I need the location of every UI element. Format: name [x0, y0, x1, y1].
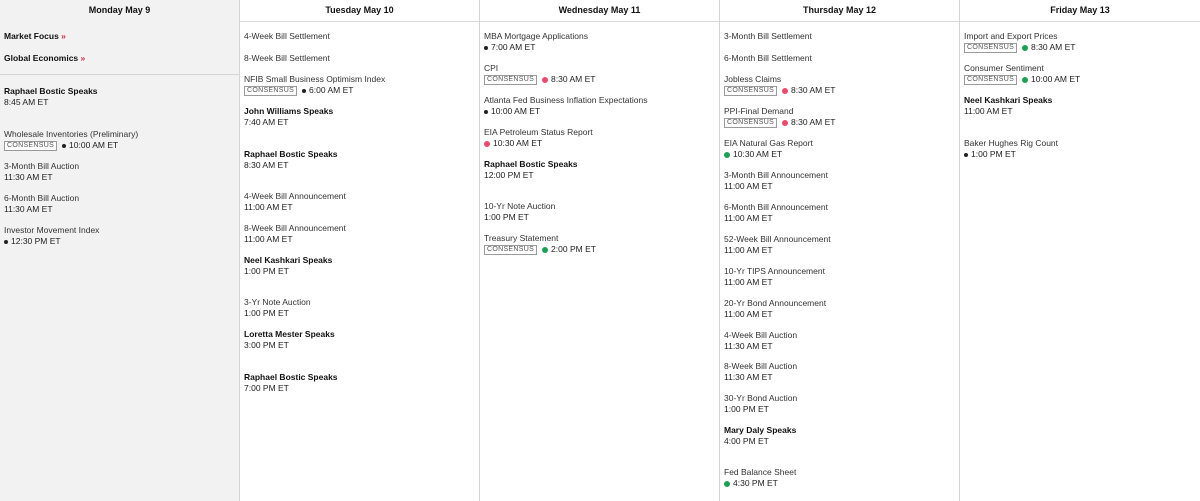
- calendar-event[interactable]: [724, 234, 955, 256]
- event-title[interactable]: 4-Week Bill Auction: [724, 330, 798, 340]
- consensus-badge[interactable]: CONSENSUS: [244, 86, 297, 96]
- event-time-row: [4, 236, 235, 247]
- event-time: 11:00 AM ET: [724, 213, 773, 223]
- event-time: 8:30 AM ET: [791, 117, 836, 127]
- event-title[interactable]: Raphael Bostic Speaks: [484, 159, 578, 169]
- event-title[interactable]: 10-Yr TIPS Announcement: [724, 266, 825, 276]
- calendar-event[interactable]: [484, 31, 715, 53]
- event-time-row: [244, 340, 475, 351]
- event-time: 1:00 PM ET: [244, 308, 289, 318]
- consensus-badge[interactable]: CONSENSUS: [964, 75, 1017, 85]
- chevron-right-icon: »: [80, 53, 86, 63]
- event-time-row: [244, 383, 475, 394]
- calendar-event[interactable]: [4, 129, 235, 151]
- event-title[interactable]: Jobless Claims: [724, 74, 782, 84]
- event-title[interactable]: 52-Week Bill Announcement: [724, 234, 831, 244]
- event-title[interactable]: Raphael Bostic Speaks: [244, 372, 338, 382]
- calendar-event[interactable]: [724, 202, 955, 224]
- calendar-event[interactable]: [244, 74, 475, 96]
- consensus-badge[interactable]: CONSENSUS: [724, 118, 777, 128]
- event-title[interactable]: Baker Hughes Rig Count: [964, 138, 1059, 148]
- event-title[interactable]: Import and Export Prices: [964, 31, 1058, 41]
- event-time: 11:00 AM ET: [244, 202, 293, 212]
- black-dot-icon: [302, 89, 306, 93]
- event-time-row: [724, 436, 955, 447]
- event-title[interactable]: Mary Daly Speaks: [724, 425, 797, 435]
- event-time-row: [4, 140, 235, 151]
- event-time: 3:00 PM ET: [244, 340, 289, 350]
- consensus-badge[interactable]: CONSENSUS: [484, 75, 537, 85]
- event-time: 11:00 AM ET: [724, 245, 773, 255]
- event-time-row: [484, 138, 715, 149]
- event-time: 12:00 PM ET: [484, 170, 534, 180]
- event-title[interactable]: 3-Yr Note Auction: [244, 297, 311, 307]
- calendar-event[interactable]: [244, 297, 475, 319]
- event-time: 11:30 AM ET: [724, 372, 773, 382]
- day-column-tuesday: [240, 0, 480, 501]
- event-time: 11:00 AM ET: [724, 277, 773, 287]
- calendar-event[interactable]: [964, 138, 1196, 160]
- event-time: 8:30 AM ET: [244, 160, 289, 170]
- event-time: 8:30 AM ET: [791, 85, 836, 95]
- calendar-event[interactable]: [244, 191, 475, 213]
- calendar-event[interactable]: [724, 266, 955, 288]
- calendar-event[interactable]: [244, 31, 475, 42]
- red-dot-icon: [484, 141, 490, 147]
- event-time: 6:00 AM ET: [309, 85, 354, 95]
- event-time: 4:30 PM ET: [733, 478, 778, 488]
- calendar-event[interactable]: [484, 233, 715, 255]
- event-title[interactable]: 3-Month Bill Auction: [4, 161, 80, 171]
- event-time-row: [724, 181, 955, 192]
- event-time: 10:30 AM ET: [493, 138, 543, 148]
- event-time: 11:00 AM ET: [724, 181, 773, 191]
- event-title[interactable]: Neel Kashkari Speaks: [964, 95, 1053, 105]
- event-time-row: [724, 213, 955, 224]
- event-time: 7:00 AM ET: [491, 42, 536, 52]
- calendar-event[interactable]: [724, 31, 955, 42]
- event-time: 1:00 PM ET: [244, 266, 289, 276]
- event-title[interactable]: 6-Month Bill Settlement: [724, 53, 812, 63]
- calendar-event[interactable]: [964, 95, 1196, 117]
- event-title[interactable]: John Williams Speaks: [244, 106, 334, 116]
- event-time: 10:00 AM ET: [69, 140, 119, 150]
- market-focus-link[interactable]: Market Focus »: [4, 31, 66, 41]
- event-title[interactable]: MBA Mortgage Applications: [484, 31, 588, 41]
- consensus-badge[interactable]: CONSENSUS: [4, 141, 57, 151]
- day-header: Wednesday May 11: [480, 0, 719, 22]
- event-time: 11:00 AM ET: [724, 309, 773, 319]
- event-time: 11:30 AM ET: [4, 172, 53, 182]
- event-time-row: [484, 74, 715, 85]
- event-time-row: [484, 212, 715, 223]
- event-title[interactable]: 3-Month Bill Announcement: [724, 170, 828, 180]
- event-title[interactable]: Raphael Bostic Speaks: [4, 86, 98, 96]
- event-time-row: [724, 478, 955, 489]
- event-time: 1:00 PM ET: [484, 212, 529, 222]
- event-time-row: [4, 204, 235, 215]
- consensus-badge[interactable]: CONSENSUS: [484, 245, 537, 255]
- calendar-event[interactable]: [4, 225, 235, 247]
- event-time-row: [244, 266, 475, 277]
- event-time: 2:00 PM ET: [551, 244, 596, 254]
- event-title[interactable]: 3-Month Bill Settlement: [724, 31, 812, 41]
- event-title[interactable]: 8-Week Bill Auction: [724, 361, 798, 371]
- calendar-event[interactable]: [244, 53, 475, 64]
- event-title[interactable]: 4-Week Bill Announcement: [244, 191, 346, 201]
- calendar-event[interactable]: [724, 138, 955, 160]
- event-title[interactable]: Fed Balance Sheet: [724, 467, 797, 477]
- calendar-event[interactable]: [244, 372, 475, 394]
- calendar-event[interactable]: [244, 223, 475, 245]
- event-time: 11:00 AM ET: [964, 106, 1013, 116]
- event-time: 7:00 PM ET: [244, 383, 289, 393]
- calendar-event[interactable]: [724, 53, 955, 64]
- black-dot-icon: [964, 153, 968, 157]
- event-time-row: [724, 117, 955, 128]
- green-dot-icon: [724, 152, 730, 158]
- event-time: 11:00 AM ET: [244, 234, 293, 244]
- event-time: 8:45 AM ET: [4, 97, 49, 107]
- chevron-right-icon: »: [61, 31, 66, 41]
- day-header: Friday May 13: [960, 0, 1200, 22]
- event-time-row: [484, 42, 715, 53]
- event-time-row: [484, 170, 715, 181]
- event-title[interactable]: Neel Kashkari Speaks: [244, 255, 333, 265]
- day-column-thursday: [720, 0, 960, 501]
- event-time-row: [244, 234, 475, 245]
- event-time-row: [244, 160, 475, 171]
- event-time: 12:30 PM ET: [11, 236, 61, 246]
- green-dot-icon: [1022, 77, 1028, 83]
- event-title[interactable]: 30-Yr Bond Auction: [724, 393, 798, 403]
- event-time: 10:00 AM ET: [1031, 74, 1081, 84]
- event-time-row: [964, 74, 1196, 85]
- calendar-event[interactable]: [244, 149, 475, 171]
- calendar-event[interactable]: [724, 425, 955, 447]
- event-time-row: [4, 97, 235, 108]
- event-time: 1:00 PM ET: [724, 404, 769, 414]
- event-time: 11:30 AM ET: [724, 341, 773, 351]
- event-time-row: [964, 106, 1196, 117]
- event-title[interactable]: 10-Yr Note Auction: [484, 201, 556, 211]
- event-title[interactable]: EIA Natural Gas Report: [724, 138, 813, 148]
- event-time-row: [484, 244, 715, 255]
- calendar-event[interactable]: [4, 193, 235, 215]
- event-time-row: [244, 202, 475, 213]
- calendar-event[interactable]: [244, 329, 475, 351]
- event-time-row: [244, 117, 475, 128]
- event-title[interactable]: Consumer Sentiment: [964, 63, 1044, 73]
- calendar-event[interactable]: [484, 201, 715, 223]
- calendar-event[interactable]: [724, 74, 955, 96]
- calendar-event[interactable]: [724, 467, 955, 489]
- event-time-row: [244, 85, 475, 96]
- calendar-event[interactable]: [724, 106, 955, 128]
- black-dot-icon: [484, 110, 488, 114]
- event-time-row: [724, 404, 955, 415]
- day-column-friday: [960, 0, 1200, 501]
- event-title[interactable]: 4-Week Bill Settlement: [244, 31, 330, 41]
- event-title[interactable]: PPI-Final Demand: [724, 106, 794, 116]
- event-time-row: [724, 149, 955, 160]
- calendar-event[interactable]: [484, 63, 715, 85]
- day-column-wednesday: [480, 0, 720, 501]
- event-time-row: [724, 309, 955, 320]
- event-title[interactable]: 6-Month Bill Auction: [4, 193, 80, 203]
- event-title[interactable]: 8-Week Bill Announcement: [244, 223, 346, 233]
- event-time: 8:30 AM ET: [1031, 42, 1076, 52]
- event-title[interactable]: 6-Month Bill Announcement: [724, 202, 828, 212]
- consensus-badge[interactable]: CONSENSUS: [964, 43, 1017, 53]
- calendar-event[interactable]: [724, 393, 955, 415]
- calendar-event[interactable]: [724, 298, 955, 320]
- event-time: 11:30 AM ET: [4, 204, 53, 214]
- event-time-row: [4, 172, 235, 183]
- divider: [0, 74, 239, 75]
- event-time: 10:00 AM ET: [491, 106, 541, 116]
- event-title[interactable]: 8-Week Bill Settlement: [244, 53, 330, 63]
- calendar-event[interactable]: [4, 86, 235, 108]
- calendar-event[interactable]: [244, 106, 475, 128]
- calendar-event[interactable]: [964, 31, 1196, 53]
- event-time: 8:30 AM ET: [551, 74, 596, 84]
- day-header: Tuesday May 10: [240, 0, 479, 22]
- red-dot-icon: [542, 77, 548, 83]
- green-dot-icon: [542, 247, 548, 253]
- event-time-row: [484, 106, 715, 117]
- day-column-monday: [0, 0, 240, 501]
- event-time-row: [724, 341, 955, 352]
- red-dot-icon: [782, 120, 788, 126]
- event-time: 4:00 PM ET: [724, 436, 769, 446]
- event-time: 10:30 AM ET: [733, 149, 783, 159]
- calendar-event[interactable]: [484, 95, 715, 117]
- calendar-event[interactable]: [724, 330, 955, 352]
- event-title[interactable]: Atlanta Fed Business Inflation Expectations: [484, 95, 648, 105]
- event-time-row: [724, 372, 955, 383]
- calendar-event[interactable]: [484, 159, 715, 181]
- black-dot-icon: [484, 46, 488, 50]
- black-dot-icon: [4, 240, 8, 244]
- event-title[interactable]: Treasury Statement: [484, 233, 559, 243]
- event-time-row: [244, 308, 475, 319]
- event-title[interactable]: Raphael Bostic Speaks: [244, 149, 338, 159]
- calendar-event[interactable]: [724, 170, 955, 192]
- event-title[interactable]: EIA Petroleum Status Report: [484, 127, 593, 137]
- global-economics-link[interactable]: Global Economics »: [4, 53, 86, 63]
- black-dot-icon: [62, 144, 66, 148]
- consensus-badge[interactable]: CONSENSUS: [724, 86, 777, 96]
- event-title[interactable]: 20-Yr Bond Announcement: [724, 298, 827, 308]
- calendar-event[interactable]: [4, 161, 235, 183]
- event-time-row: [724, 277, 955, 288]
- event-title[interactable]: NFIB Small Business Optimism Index: [244, 74, 386, 84]
- event-time: 7:40 AM ET: [244, 117, 289, 127]
- event-title[interactable]: Loretta Mester Speaks: [244, 329, 335, 339]
- event-time-row: [724, 245, 955, 256]
- green-dot-icon: [724, 481, 730, 487]
- event-title[interactable]: Investor Movement Index: [4, 225, 100, 235]
- calendar-event[interactable]: [484, 127, 715, 149]
- calendar-event[interactable]: [724, 361, 955, 383]
- event-time-row: [724, 85, 955, 96]
- green-dot-icon: [1022, 45, 1028, 51]
- event-time-row: [964, 149, 1196, 160]
- event-time: 1:00 PM ET: [971, 149, 1016, 159]
- red-dot-icon: [782, 88, 788, 94]
- calendar-event[interactable]: [244, 255, 475, 277]
- calendar-event[interactable]: [964, 63, 1196, 85]
- event-time-row: [964, 42, 1196, 53]
- event-title[interactable]: Wholesale Inventories (Preliminary): [4, 129, 139, 139]
- day-header: Monday May 9: [88, 5, 151, 15]
- event-title[interactable]: CPI: [484, 63, 499, 73]
- day-header: Thursday May 12: [720, 0, 959, 22]
